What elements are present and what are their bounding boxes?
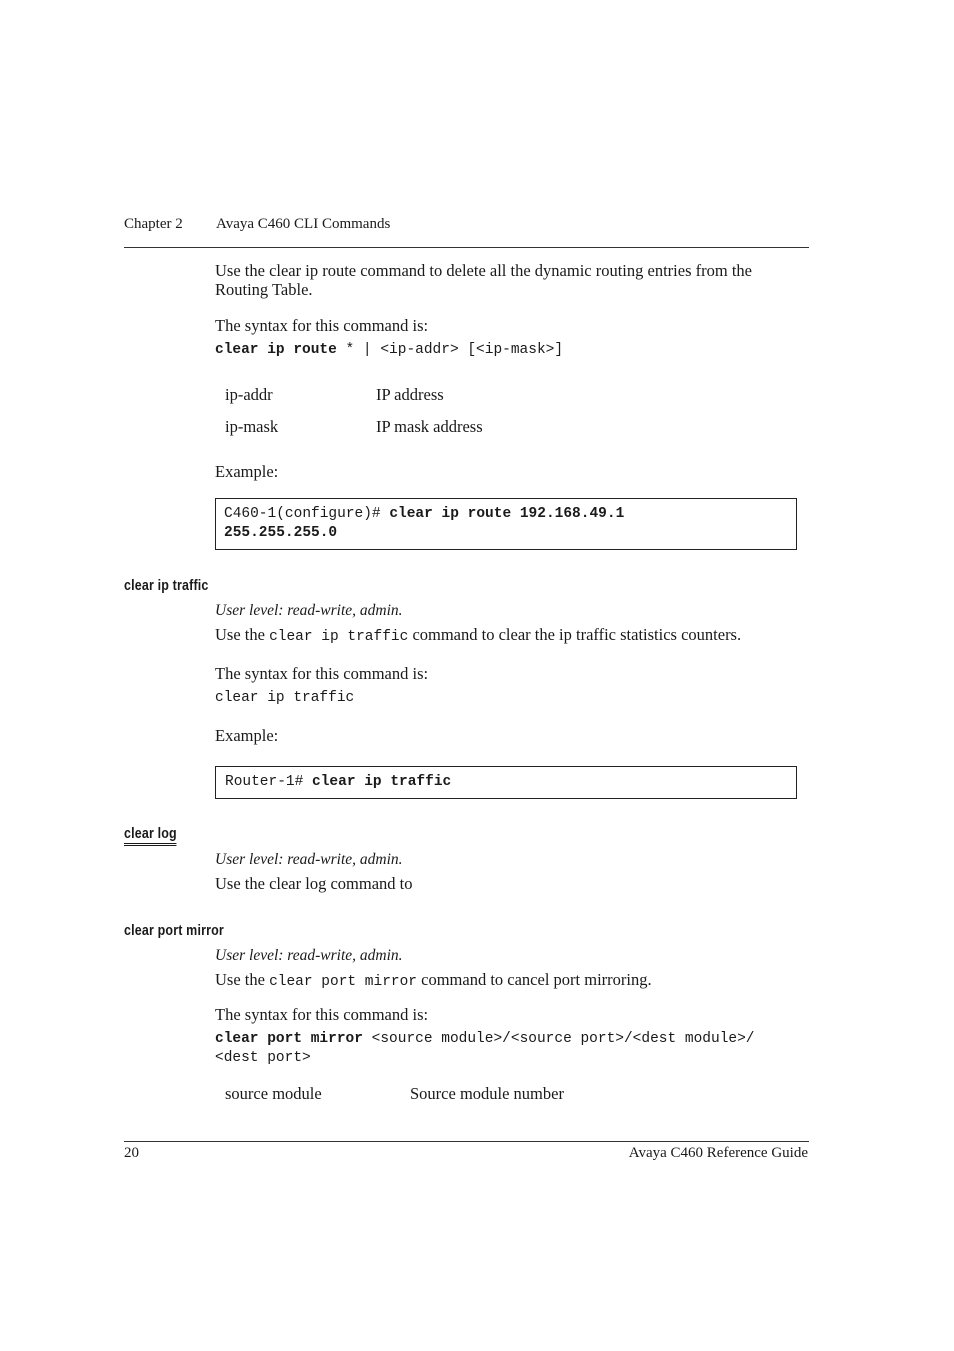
mirror-desc-code: clear port mirror: [269, 974, 418, 990]
traffic-syntax-cmd: clear ip traffic: [215, 690, 355, 706]
mirror-user-level: User level: read-write, admin.: [215, 947, 403, 964]
route-example-label: Example:: [215, 462, 279, 481]
mirror-desc-post: command to cancel port mirroring.: [417, 970, 652, 989]
footer-page-number: 20: [124, 1145, 139, 1161]
log-heading-link[interactable]: [124, 826, 177, 842]
mirror-param-desc-1: Source module number: [410, 1084, 564, 1103]
traffic-desc-pre: Use the: [215, 625, 270, 644]
traffic-example-prompt: Router-1#: [225, 774, 313, 790]
mirror-description: [215, 970, 652, 992]
route-example-cmd-2: 255.255.255.0: [224, 525, 338, 541]
footer-rule: [124, 1141, 809, 1142]
header-rule: [124, 247, 809, 248]
route-example-box: [215, 498, 797, 550]
traffic-example-cmd: clear ip traffic: [312, 774, 452, 790]
route-param-desc-2: IP mask address: [376, 417, 483, 436]
mirror-heading: clear port mirror: [124, 923, 224, 939]
route-intro-line2: Routing Table.: [215, 280, 313, 299]
log-heading[interactable]: clear log: [124, 826, 177, 846]
mirror-syntax-intro: The syntax for this command is:: [215, 1005, 429, 1024]
route-syntax-intro: The syntax for this command is:: [215, 316, 429, 335]
route-example-cmd-1: clear ip route 192.168.49.1: [389, 506, 625, 522]
route-param-name-1: ip-addr: [225, 385, 273, 404]
traffic-user-level: User level: read-write, admin.: [215, 602, 403, 619]
mirror-param-name-1: source module: [225, 1084, 322, 1103]
route-intro-line1: Use the clear ip route command to delete all the dynamic routing entries from the: [215, 261, 752, 280]
route-syntax-cmd: clear ip route: [215, 342, 337, 358]
traffic-example-label: Example:: [215, 726, 279, 745]
mirror-syntax-cmd: clear port mirror: [215, 1031, 363, 1047]
traffic-heading: clear ip traffic: [124, 578, 209, 594]
route-example-prompt: C460-1(configure)#: [224, 506, 390, 522]
route-syntax: [215, 341, 563, 360]
route-syntax-args: * | <ip-addr> [<ip-mask>]: [336, 342, 564, 358]
mirror-desc-pre: Use the: [215, 970, 270, 989]
mirror-syntax-args-1: <source module>/<source port>/<dest module>/: [362, 1031, 755, 1047]
traffic-example-line: [225, 773, 451, 792]
log-user-level: User level: read-write, admin.: [215, 851, 403, 868]
route-param-desc-1: IP address: [376, 385, 444, 404]
traffic-syntax-intro: The syntax for this command is:: [215, 664, 429, 683]
mirror-syntax-args-2: <dest port>: [215, 1050, 311, 1066]
footer-guide-title: Avaya C460 Reference Guide: [628, 1145, 808, 1161]
traffic-description: [215, 625, 741, 647]
traffic-example-box: [215, 766, 797, 799]
traffic-desc-post: command to clear the ip traffic statistics counters.: [408, 625, 742, 644]
route-param-name-2: ip-mask: [225, 417, 279, 436]
header-chapter: Chapter 2: [124, 216, 183, 232]
traffic-desc-code: clear ip traffic: [269, 629, 409, 645]
header-title: Avaya C460 CLI Commands: [216, 216, 391, 232]
mirror-syntax-line1: [215, 1030, 755, 1049]
route-example-line1: [224, 505, 624, 524]
log-description: Use the clear log command to: [215, 874, 413, 893]
